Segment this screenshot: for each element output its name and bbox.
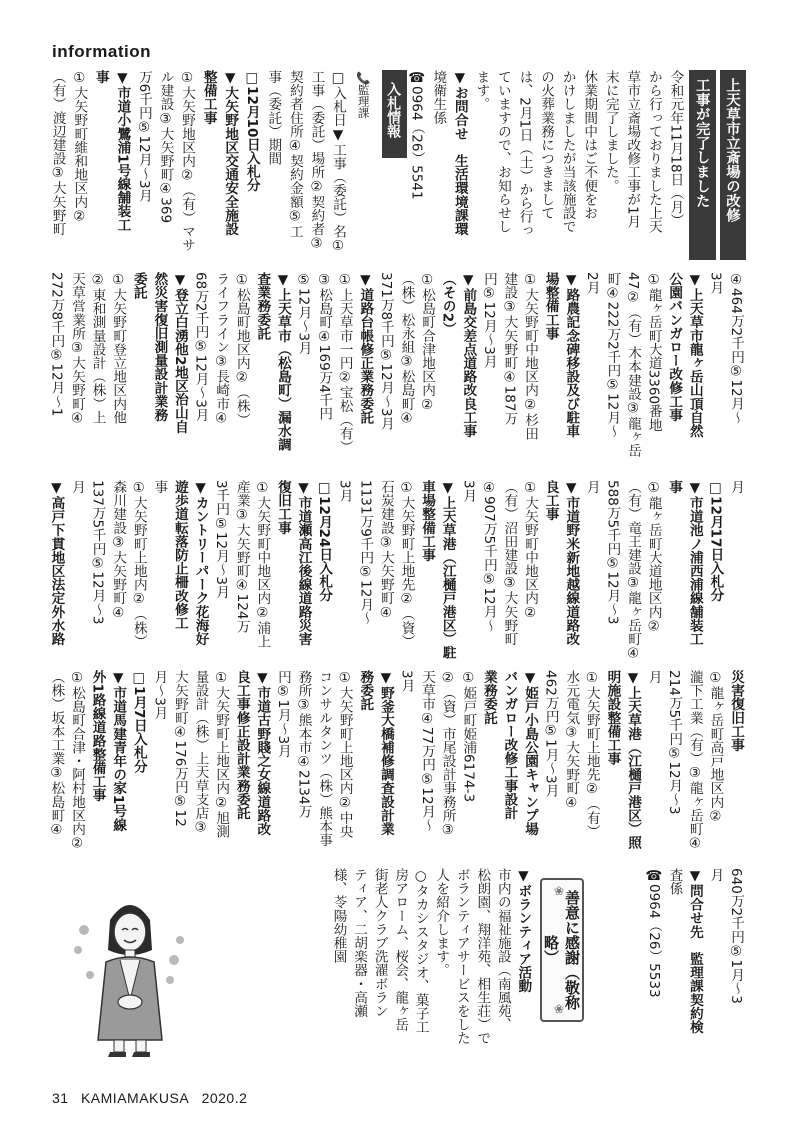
- band2-line: ▼路農記念碑移設及び駐車: [563, 272, 580, 438]
- band1-line: ▼お問合せ 生活環境課環: [451, 70, 468, 236]
- band2-line: ①大矢野町中地区内②杉田: [522, 272, 539, 440]
- band2-line: 場整備工事: [542, 272, 559, 340]
- band3-line: ①大矢野町上地先②（資）: [398, 480, 415, 648]
- band2-line: ②東和測量設計（株）上: [89, 272, 106, 424]
- band3-line: ④907万5千円⑤12月～: [480, 480, 497, 632]
- thanks-box: [540, 878, 584, 1022]
- band2-line: 272万8千円⑤12月～1: [48, 272, 65, 417]
- band1-line: ①大矢野町維和地区内②: [71, 70, 88, 225]
- band2-line: ⑤12月～3月: [295, 272, 312, 355]
- band4-line: 務委託: [357, 670, 374, 711]
- issue-date: 2020.2: [201, 1090, 248, 1106]
- text-band-3: [48, 480, 748, 675]
- band1-line: ます。: [473, 70, 490, 111]
- band4-line: ▼上天草港（江樋戸港区）照: [625, 670, 642, 850]
- band3-line: 事: [666, 480, 683, 494]
- band5-line: ▼ボランティア活動: [515, 868, 532, 993]
- band4-line: 明施設整備工事: [604, 670, 621, 766]
- band2-line: ライフライン③長崎市④: [213, 272, 230, 427]
- text-band-2: [48, 272, 748, 467]
- band2-line: 天草営業所③大矢野町④: [69, 272, 85, 427]
- band3-line: ▼上天草港（江樋戸港区）駐: [439, 480, 456, 660]
- band2-line: 町④222万2千円⑤12月～: [604, 272, 621, 438]
- band4-line: 214万5千円⑤12月～3: [666, 670, 683, 815]
- band2-line: 建設③大矢野町④187万: [501, 272, 518, 426]
- band2-line: 円⑤12月～3月: [480, 272, 497, 369]
- text-band-1: [48, 70, 748, 265]
- band3-line: 1131万9千円⑤12月～: [357, 480, 374, 625]
- band2-line: （その2）: [439, 272, 456, 336]
- band3-line: ▼カントリーパーク花海好: [192, 480, 209, 646]
- band2-line: ④464万2千円⑤12月～: [728, 272, 744, 424]
- band4-line: 水元電気③大矢野町④: [563, 670, 580, 811]
- band1-line: の火葬業務につきまして: [538, 70, 555, 220]
- band1-line: 工事が完了しました: [689, 70, 715, 260]
- section-label: information: [52, 42, 151, 61]
- band1-line: 休業期間中はご不便をお: [581, 70, 598, 220]
- band4-line: バンガロー改修工事設計: [501, 670, 518, 820]
- band1-line: 📞監理課: [356, 70, 371, 119]
- band3-line: □12月24日入札分: [316, 480, 333, 602]
- band5-line: ティア、二胡楽器・高瀬: [351, 868, 368, 1018]
- band3-line: ①大矢野町中地区内②浦上: [254, 480, 271, 648]
- band3-line: ▼高戸下貫地区法定外水路: [48, 480, 65, 646]
- page-number: 31: [52, 1090, 69, 1106]
- band4-line: 災害復旧工事: [728, 670, 744, 752]
- magazine-name: KAMIAMAKUSA: [80, 1090, 190, 1106]
- band1-line: ☎0964（26）5541: [408, 70, 425, 200]
- band2-line: ▼上天草市龍ヶ岳山頂自然: [686, 272, 703, 438]
- band4-line: コンサルタンツ（株）熊本事: [316, 670, 333, 847]
- band3-line: 復旧工事: [274, 480, 291, 535]
- band3-line: 月: [583, 480, 600, 494]
- band3-line: 遊歩道転落防止柵改修工: [171, 480, 188, 630]
- band2-line: 371万8千円⑤12月～3月: [377, 272, 394, 431]
- band3-line: ①大矢野町上地内②（株）: [130, 480, 147, 648]
- band4-line: 天草市④77万円⑤12月～: [419, 670, 436, 832]
- band1-line: 事（委託）期間: [265, 70, 282, 166]
- band1-line: は、2月1日（土）から行っ: [516, 70, 533, 237]
- text-band-5: [330, 868, 748, 1063]
- band1-line: ていますので、お知らせし: [494, 70, 511, 234]
- band1-line: 上天草市立斎場の改修: [720, 70, 746, 260]
- text-band-4: [48, 670, 748, 865]
- band2-line: ①松島町合津地区内②: [419, 272, 436, 413]
- band2-line: ▼前島交差点道路改良工事: [460, 272, 477, 438]
- band4-line: ②（資）市尾設計事務所③: [439, 670, 456, 838]
- band1-line: 令和元年11月18日（月）: [667, 70, 684, 227]
- band3-line: 事: [151, 480, 168, 494]
- band4-line: 良工事修正設計業務委託: [233, 670, 250, 820]
- band3-line: ①龍ヶ岳町大道地区内②: [645, 480, 662, 635]
- band3-line: ①大矢野町中地区内②: [522, 480, 539, 621]
- band3-line: 森川建設③大矢野町④: [110, 480, 127, 621]
- band2-line: 2月: [583, 272, 600, 295]
- band4-line: □1月7日入札分: [130, 670, 147, 773]
- band1-line: （有）渡辺建設③大矢野町: [49, 70, 66, 236]
- band4-line: ①龍ヶ岳町高戸地区内②: [707, 670, 724, 825]
- band5-line: 月: [707, 868, 724, 882]
- band5-line: 街老人クラブ洗濯ボラン: [371, 868, 388, 1018]
- band2-line: ③松島町④169万4千円: [316, 272, 333, 421]
- band3-line: ▼市道瀬高江後線道路災害: [295, 480, 312, 646]
- band4-line: ▼姫戸小島公園キャンプ場: [522, 670, 539, 836]
- band3-line: ▼市道野米新地越線道路改: [563, 480, 580, 646]
- band1-line: 工事（委託）場所②契約者③: [308, 70, 325, 252]
- band3-line: 3月: [460, 480, 477, 503]
- band1-line: ▼市道小鷺浦1号線舗装工: [114, 70, 131, 232]
- band3-line: □12月17日入札分: [707, 480, 724, 602]
- band2-line: 3月: [707, 272, 724, 295]
- band2-line: 査業務委託: [254, 272, 271, 340]
- band3-line: 月: [728, 480, 744, 494]
- band2-line: ▼登立白湧他2地区治山自: [171, 272, 188, 434]
- band1-line: 入札情報: [382, 70, 408, 158]
- band5-line: ○タカシスタジオ、菓子工: [412, 868, 429, 1034]
- band4-line: 業務委託: [480, 670, 497, 725]
- band4-line: 円⑤1月～3月: [274, 670, 291, 758]
- band5-line: ボランティアサービスをした: [453, 868, 470, 1045]
- thanks-box-title: ❀ 善意に感謝（敬称略）: [542, 890, 581, 1010]
- band3-line: 3月: [336, 480, 353, 503]
- band1-line: ①大矢野地区内②（有）マサ: [179, 70, 196, 252]
- band2-line: 47②（有）木本建設③龍ヶ岳: [625, 272, 642, 458]
- band3-line: （有）竜王建設③龍ヶ岳町④: [625, 480, 642, 662]
- band2-line: 然災害復旧測量設計業務: [151, 272, 168, 422]
- band3-line: 産業③大矢野町④124万: [233, 480, 250, 634]
- band1-line: ▼大矢野地区交通安全施設: [222, 70, 239, 236]
- band4-line: ▼野釜大橋補修調査設計業: [377, 670, 394, 836]
- band4-line: （株）坂本工業③松島町④: [48, 670, 65, 838]
- band4-line: ①大矢野町上地先②（有）: [583, 670, 600, 838]
- band4-line: 大矢野町④176万円⑤12: [171, 670, 188, 827]
- band2-line: ①松島町地区内②（株）: [233, 272, 250, 427]
- band3-line: 137万5千円⑤12月～3: [89, 480, 106, 625]
- band4-line: 外1路線道路整備工事: [89, 670, 106, 802]
- band5-line: 査係: [666, 868, 683, 896]
- band3-line: 588万5千円⑤12月～3: [604, 480, 621, 625]
- band3-line: 月: [69, 480, 85, 494]
- band4-line: 462万円⑤1月～3月: [542, 670, 559, 798]
- band3-line: （有）沼田建設③大矢野町: [501, 480, 518, 646]
- band1-line: 事: [92, 70, 109, 84]
- band5-line: ☎0964（26）5533: [645, 868, 662, 998]
- band1-line: かけしましたが当該施設で: [559, 70, 576, 234]
- band2-line: 委託: [130, 272, 147, 300]
- band1-line: 境衛生係: [430, 70, 447, 125]
- band5-line: 房アローム、桜会、龍ヶ岳: [392, 868, 409, 1032]
- band1-line: ル建設③大矢野町④369: [157, 70, 174, 224]
- band1-line: 整備工事: [200, 70, 217, 125]
- band3-line: ▼市道池ノ浦西浦線舗装工: [686, 480, 703, 646]
- band2-line: ①龍ヶ岳町大道3360番地: [645, 272, 662, 432]
- band1-line: から行っておりました上天: [645, 70, 662, 234]
- band5-line: 様、苓陽幼稚園: [330, 868, 347, 964]
- page-footer: [52, 1090, 255, 1106]
- band4-line: ▼市道馬建青年の家1号線: [110, 670, 127, 832]
- band3-line: 3千円⑤12月～3月: [213, 480, 230, 599]
- band5-line: 松朗園、翔洋苑、相生荘）で: [474, 868, 491, 1045]
- band4-line: 瀧下工業（有）③龍ヶ岳町④: [686, 670, 703, 852]
- band4-line: 量設計（株）上天草支店③: [192, 670, 209, 836]
- woman-bowing-illustration: [70, 890, 190, 1060]
- band4-line: ①松島町合津・阿村地区内②: [69, 670, 85, 852]
- band4-line: ①大矢野町上地区内②旭測: [213, 670, 230, 838]
- band2-line: ①上天草市一円②宝松（有）: [336, 272, 353, 454]
- band2-line: ▼上天草市（松島町）漏水調: [274, 272, 291, 452]
- band3-line: 良工事: [542, 480, 559, 521]
- band5-line: 人を紹介します。: [433, 868, 450, 977]
- band4-line: ▼市道古野賤之女線道路改: [254, 670, 271, 836]
- band3-line: 車場整備工事: [419, 480, 436, 562]
- band2-line: （株）松永組③松島町④: [398, 272, 415, 427]
- band2-line: 68万2千円⑤12月～3月: [192, 272, 209, 422]
- band4-line: ①姫戸町姫浦6174-3: [460, 670, 477, 803]
- band2-line: ①大矢野町登立地区内他: [110, 272, 127, 424]
- band2-line: ▼道路台帳修正業務委託: [357, 272, 374, 424]
- band5-line: ▼問合せ先 監理課契約検: [686, 868, 703, 1034]
- band2-line: 公園バンガロー改修工事: [666, 272, 683, 422]
- band1-line: □12月10日入札分: [243, 70, 260, 192]
- band4-line: 務所③熊本市④2134万: [295, 670, 312, 819]
- band3-line: 石炭建設③大矢野町④: [377, 480, 394, 621]
- band5-line: 市内の福祉施設（南風苑、: [494, 868, 511, 1032]
- band1-line: 末に完了しました。: [602, 70, 619, 193]
- band5-line: 640万2千円⑤1月～3: [728, 868, 744, 1004]
- band4-line: 3月: [398, 670, 415, 693]
- band1-line: □入札日▼工事（委託）名①: [330, 70, 347, 254]
- band1-line: 契約者住所④契約金額⑤工: [286, 70, 303, 238]
- band1-line: 草市立斎場改修工事が1月: [624, 70, 641, 229]
- band4-line: 月: [645, 670, 662, 684]
- band4-line: 月～3月: [151, 670, 168, 720]
- band4-line: ①大矢野町上地区内②中央: [336, 670, 353, 838]
- band1-line: 万6千円⑤12月～3月: [135, 70, 152, 203]
